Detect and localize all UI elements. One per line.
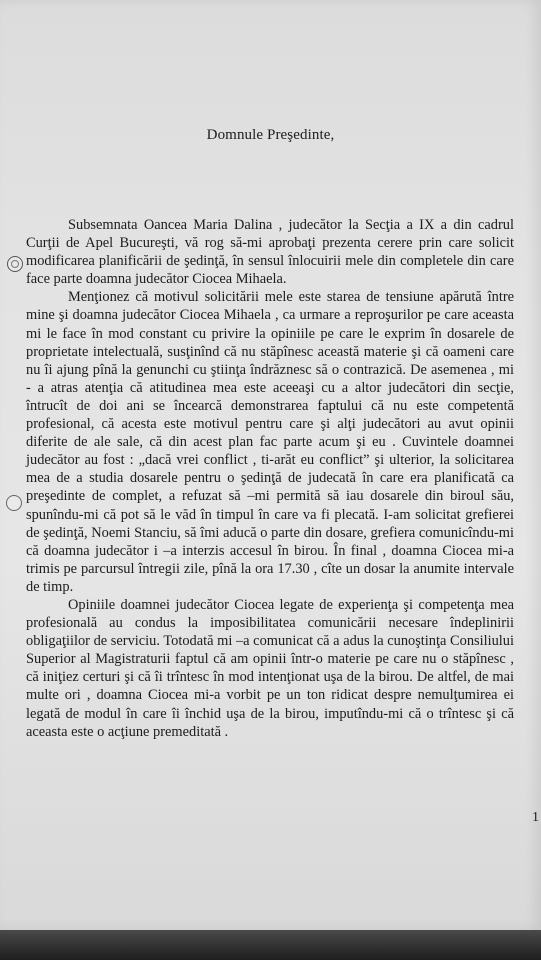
page-number: 1 bbox=[532, 810, 539, 825]
paragraph-reason: Menţionez că motivul solicitării mele este starea de tensiune apărută între mine şi doamna judecător Ciocea Mihaela , ca urmare a reproşurilor pe care aceasta mi le face în mod constant cu privire la opiniile pe care le exprim în dosarele de proprietate intelectuală, susţinînd că nu stăpînesc această materie şi că oameni care nu îi ajung pînă la genunchi cu ştiinţa îndrăznesc să o contrazică. De asemenea , mi - a atras atenţia că atitudinea mea este aceeaşi cu a altor judecători din secţie, întrucît de doi ani se încearcă demonstrarea faptului că nu este competentă profesional, că acesta este motivul pentru care şi alţi judecători au avut opinii diferite de ale sale, că din acest plan fac parte acum şi eu . Cuvintele doamnei judecător au fost : „dacă vrei conflict , ti-arăt eu conflict” şi ulterior, la solicitarea mea de a studia dosarele pentru o şedinţă de judecată în care era planificată ca preşedinte de complet, a refuzat să –mi permită să iau dosarele din biroul său, spunîndu-mi că pot să le văd în timpul în care va fi plecată. I-am solicitat grefierei de şedinţă, Noemi Stanciu, să îmi aducă o parte din dosare, grefiera comunicîndu-mi că doamna judecător i –a interzis accesul în birou. În final , doamna Ciocea mi-a trimis pe parcursul întregii zile, pînă la ora 17.30 , cîte un dosar la anumite intervale de timp. bbox=[26, 289, 514, 595]
punch-hole-mark bbox=[7, 256, 23, 272]
paragraph-request: Subsemnata Oancea Maria Dalina , judecător la Secţia a IX a din cadrul Curţii de Apel Bucureşti, vă rog să-mi aprobaţi prezenta cerere prin care solicit modificarea planificării de şedinţă, în sensul înlocuirii mele din completele din care face parte doamna judecător Ciocea Mihaela. bbox=[26, 217, 514, 288]
punch-hole-mark bbox=[6, 495, 22, 511]
letter-salutation: Domnule Preşedinte, bbox=[206, 127, 335, 143]
letter-body bbox=[26, 216, 514, 741]
page-bottom-shadow bbox=[0, 930, 541, 960]
paragraph-opinions: Opiniile doamnei judecător Ciocea legate de experienţa şi competenţa mea profesională au condus la imposibilitatea comunicării necesare îndeplinirii obligaţiilor de serviciu. Totodată mi –a comunicat că a adus la cunoştinţa Consiliului Superior al Magistraturii faptul că am opinii într-o materie pe care nu o stăpînesc , că iniţiez certuri şi că îi trîntesc în mod intenţionat uşa de la birou. De altfel, de mai multe ori , doamna Ciocea mi-a vorbit pe un ton ridicat despre nemulţumirea ei legată de modul în care îi închid uşa de la birou, imputîndu-mi că o trîntesc şi că aceasta este o acţiune premeditată . bbox=[26, 596, 514, 740]
